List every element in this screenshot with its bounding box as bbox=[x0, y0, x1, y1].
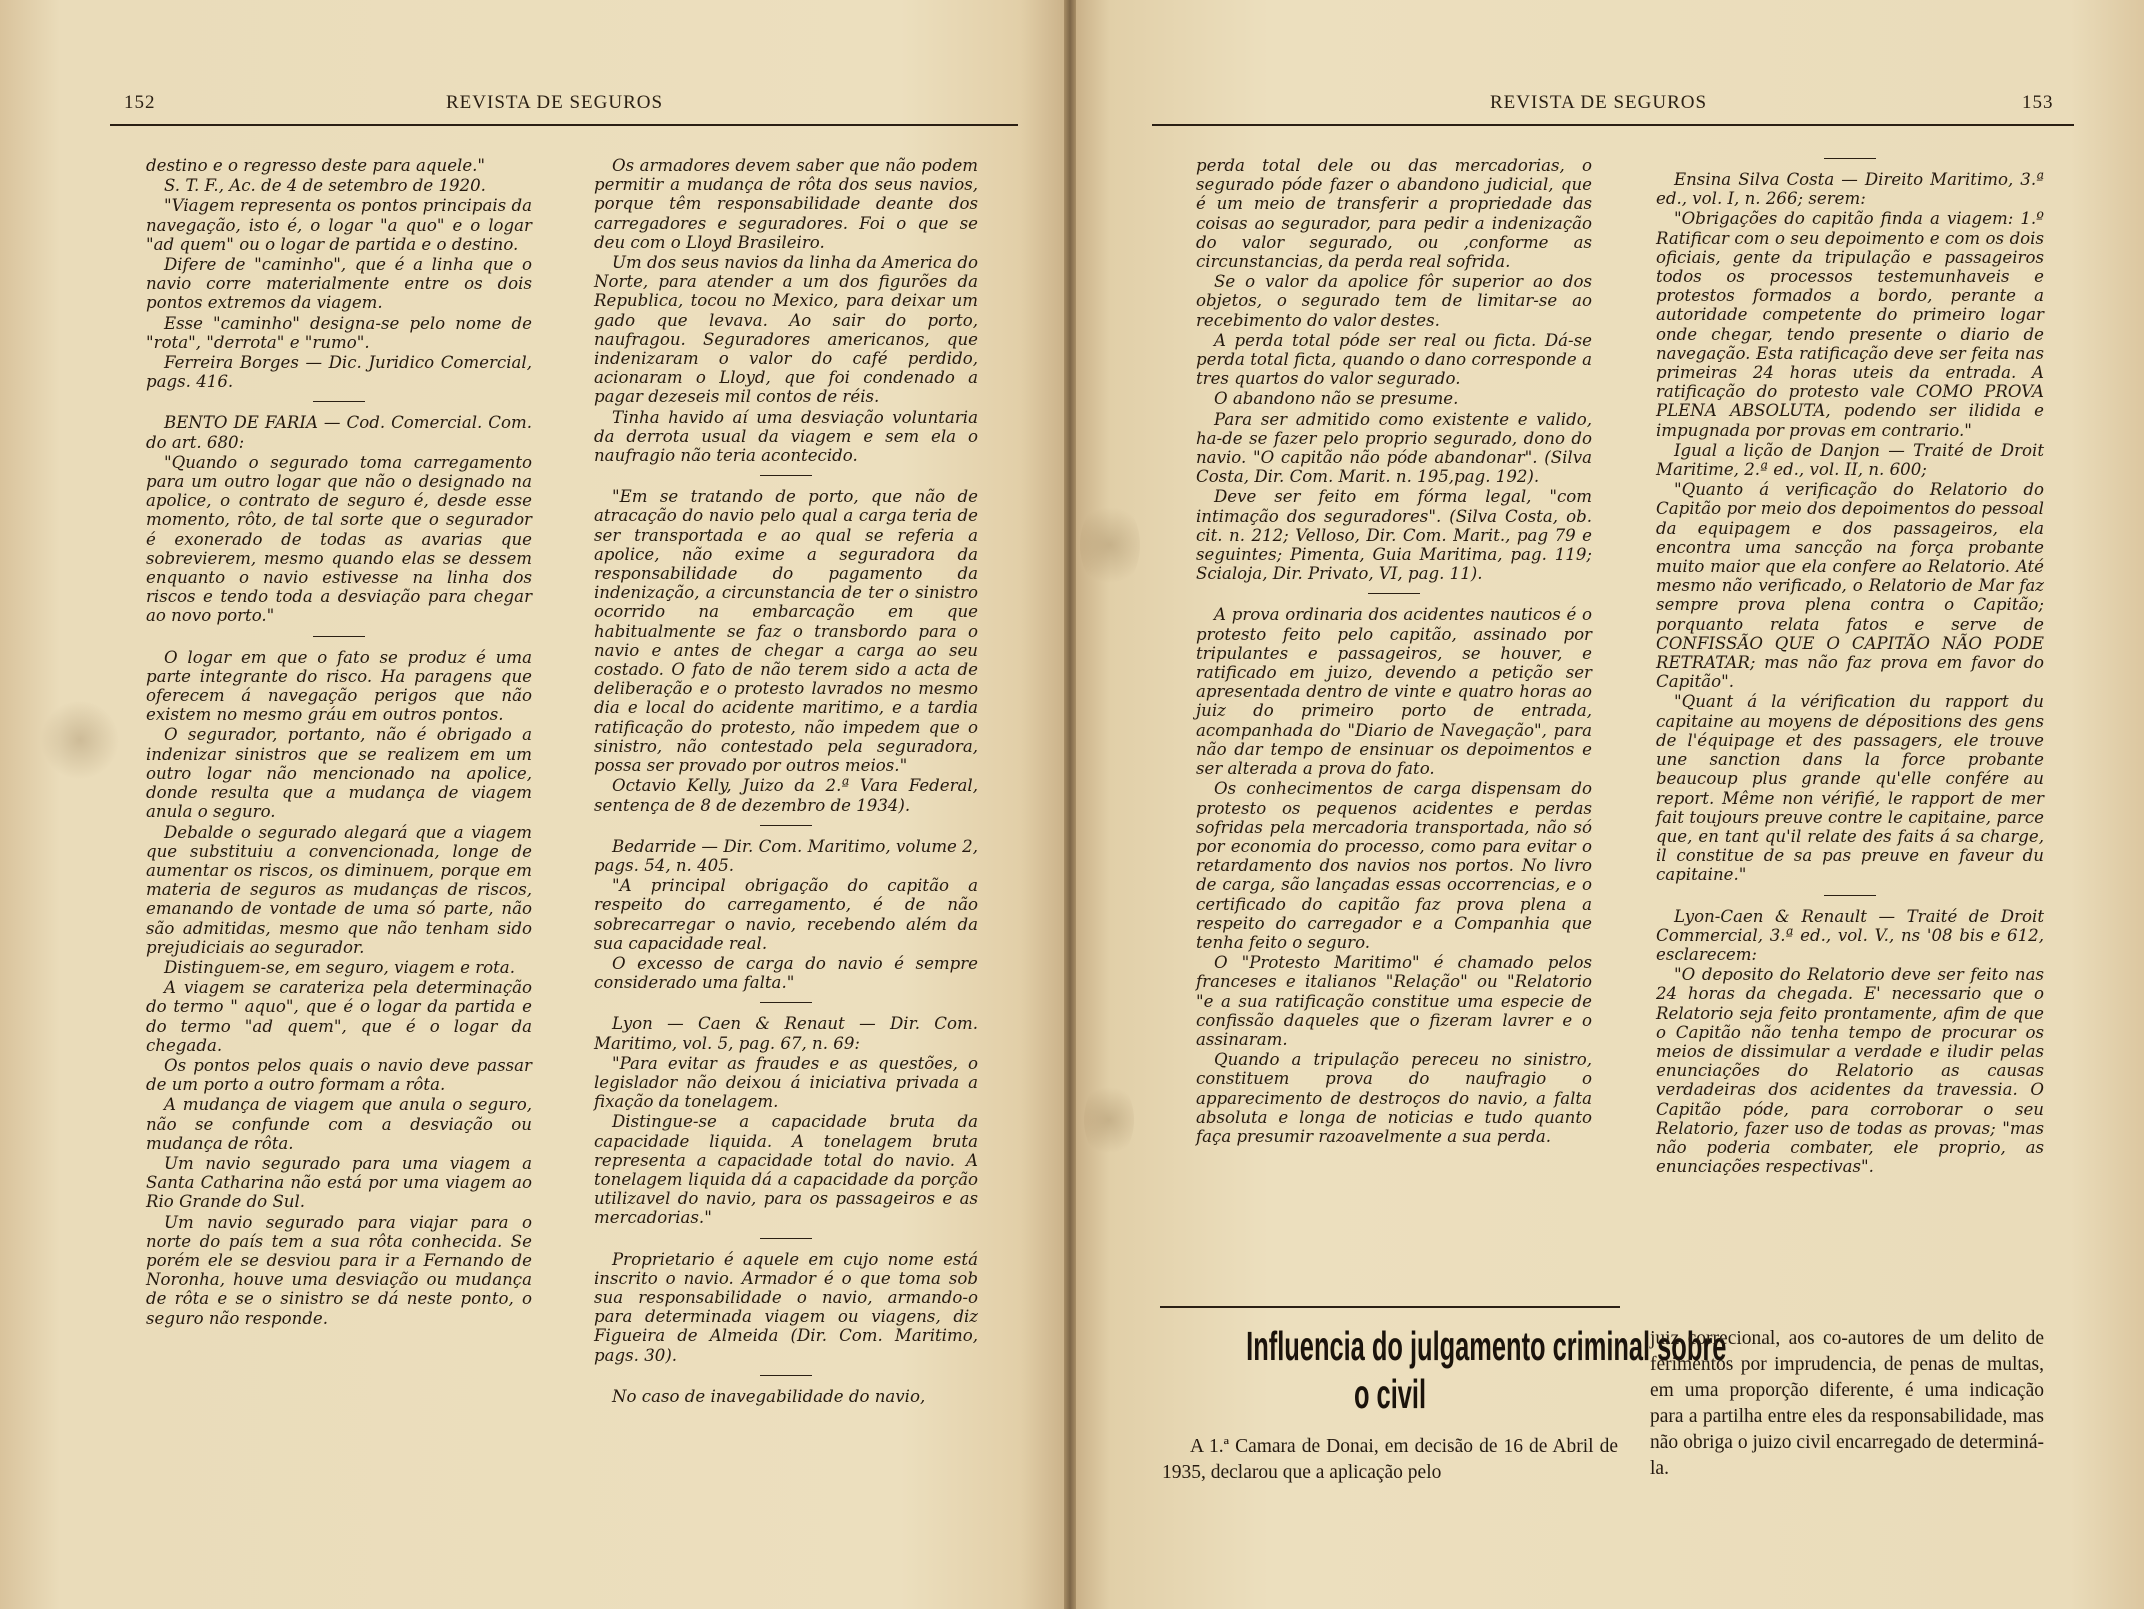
paragraph: Difere de "caminho", que é a linha que o navio corre materialmente entre os dois pontos extremos da viagem. bbox=[146, 255, 532, 313]
citation: S. T. F., Ac. de 4 de setembro de 1920. bbox=[164, 176, 486, 196]
paragraph: Um navio segurado para viajar para o norte do país tem a sua rôta conhecida. Se porém ele se desviou para ir a Fernando de Noronha, houve uma desviação ou mudança de rôta e se o sinistro se dá neste ponto, o seguro não responde. bbox=[146, 1212, 532, 1328]
citation: Lyon — Caen & Renaut — Dir. Com. Maritimo, vol. 5, pag. 67, n. 69: bbox=[594, 1014, 978, 1053]
article-body-col-2: juiz correcional, aos co-autores de um delito de ferimentos por imprudencia, de penas de multas, em uma proporção diferente, é uma indicação para a partilha entre eles da responsabilidade, mas não obriga o juizo civil encarregado de determiná-la. bbox=[1650, 1328, 2044, 1479]
paragraph: O abandono não se presume. bbox=[1214, 389, 1459, 409]
paragraph: Os pontos pelos quais o navio deve passar de um porto a outro formam a rôta. bbox=[146, 1055, 532, 1095]
paragraph: perda total dele ou das mercadorias, o segurado póde fazer o abandono judicial, que é um meio de transferir a propriedade das coisas ao segurador, para pedir a indenização do valor segurado, ou ,conforme as circunstancias, da perda real sofrida. bbox=[1196, 156, 1592, 272]
paragraph: A viagem se carateriza pela determinação do termo " aquo", que é o logar da partida e do termo "ad quem", que é o logar da chegada. bbox=[146, 978, 532, 1055]
quotation: "A principal obrigação do capitão a respeito do carregamento, é de não sobrecarregar o navio, recebendo além da sua capacidade real. bbox=[594, 876, 978, 953]
citation: Ferreira Borges — Dic. Juridico Comercial, pags. 416. bbox=[146, 353, 532, 392]
quotation: "Quant á la vérification du rapport du capitaine au moyens de dépositions des gens de l'équipage et des passagers, ele trouve une sanction dans la force probante beaucoup plus grande qu'elle confére au report. Même non vérifié, le rapport de mer fait toujours preuve contre le capitaine, parce que, en tant qu'il relate des faits á sa charge, il constitue de sa pas preuve en faveur du capitaine." bbox=[1656, 692, 2044, 885]
section-separator bbox=[760, 1002, 812, 1003]
running-head-left: REVISTA DE SEGUROS bbox=[446, 92, 664, 113]
paragraph: Tinha havido aí uma desviação voluntaria da derrota usual da viagem e sem ela o naufragio não teria acontecido. bbox=[594, 407, 978, 466]
article-body-col-1: A 1.ª Camara de Donai, em decisão de 16 de Abril de 1935, declarou que a aplicação pelo bbox=[1162, 1436, 1618, 1483]
paragraph: "Viagem representa os pontos principais da navegação, isto é, o logar "a quo" e o logar "ad quem" ou o logar de partida e o destino. bbox=[146, 196, 532, 254]
paragraph: Esse "caminho" designa-se pelo nome de "rota", "derrota" e "rumo". bbox=[146, 313, 532, 352]
quotation: "O deposito do Relatorio deve ser feito nas 24 horas da chegada. E' necessario que o Relatorio seja feito prontamente, afim de que o Capitão não tenha tempo de procurar os meios de dissimular a verdade e iludir pelas enunciações do Relatorio as causas verdadeiras dos acidentes da travessia. O Capitão póde, para corroborar o seu Relatorio, fazer uso de todas as provas; "mas não poderia combater, ele proprio, as enunciações respectivas". bbox=[1656, 965, 2044, 1177]
paragraph: A perda total póde ser real ou ficta. Dá-se perda total ficta, quando o dano corresponde a tres quartos do valor segurado. bbox=[1196, 330, 1592, 389]
article-title-line-2: o civil bbox=[1353, 1371, 1427, 1417]
citation: BENTO DE FARIA — Cod. Comercial. Com. do art. 680: bbox=[146, 413, 532, 452]
left-column-2 bbox=[594, 156, 978, 1407]
paragraph: Um dos seus navios da linha da America do Norte, para atender a um dos figurões da Republica, tocou no Mexico, para deixar um gado que levava. Ao sair do porto, naufragou. Seguradores americanos, que indenizaram o valor do café perdido, acionaram o Lloyd, que foi condenado a pagar dezeseis mil contos de réis. bbox=[594, 253, 978, 407]
section-separator bbox=[1824, 158, 1876, 159]
paragraph: Para ser admitido como existente e valido, ha-de se fazer pelo proprio segurado, dono do navio. "O capitão não póde abandonar". (Silva Costa, Dir. Com. Marit. n. 195,pag. 192). bbox=[1196, 409, 1592, 487]
section-separator bbox=[313, 401, 365, 402]
paragraph: Quando a tripulação pereceu no sinistro, constituem prova do naufragio o apparecimento de destroços do navio, a falta absoluta e longa de noticias e tudo quanto faça presumir razoavelmente a sua perda. bbox=[1196, 1050, 1592, 1146]
citation: Ensina Silva Costa — Direito Maritimo, 3.ª ed., vol. I, n. 266; serem: bbox=[1656, 170, 2044, 209]
section-separator bbox=[760, 1238, 812, 1239]
running-head-right: REVISTA DE SEGUROS bbox=[1490, 92, 1708, 113]
page-number-left: 152 bbox=[124, 92, 156, 113]
right-column-1 bbox=[1196, 156, 1592, 1147]
citation: Igual a lição de Danjon — Traité de Droit Maritime, 2.ª ed., vol. II, n. 600; bbox=[1656, 440, 2044, 480]
paper-stain bbox=[40, 700, 120, 780]
quotation: "Em se tratando de porto, que não de atracação do navio pelo qual a carga teria de ser transportada e ao qual se referia a apolice, não exime a seguradora da responsabilidade do pagamento da indenização, a circunstancia de ter o sinistro ocorrido na embarcação em que habitualmente se faz o transbordo para o navio e antes de chegar a carga ao seu costado. O fato de não terem sido a acta de deliberação e o protesto lavrados no mesmo dia e local do acidente maritimo, e a tardia ratificação do protesto, não impedem que o sinistro, não contestado pela seguradora, possa ser provado por outros meios." bbox=[594, 487, 978, 776]
article-title bbox=[1246, 1322, 1727, 1418]
paragraph: Os armadores devem saber que não podem permitir a mudança de rôta dos seus navios, porque têm responsabilidade deante dos carregadores e seguradores. Foi o que se deu com o Lloyd Brasileiro. bbox=[594, 156, 978, 252]
quotation: "Quanto á verificação do Relatorio do Capitão por meio dos depoimentos do pessoal da equipagem e dos passageiros, ela encontra uma sancção na força probante muito maior que ela confere ao Relatorio. Até mesmo não verificado, o Relatorio de Mar faz sempre prova plena contra o Capitão; porquanto relata fatos e serve de CONFISSÃO QUE O CAPITÃO NÃO PODE RETRATAR; mas não faz prova em favor do Capitão". bbox=[1656, 480, 2044, 692]
quotation: "Para evitar as fraudes e as questões, o legislador não deixou á iniciativa privada a fixação da tonelagem. bbox=[594, 1053, 978, 1112]
citation: Bedarride — Dir. Com. Maritimo, volume 2, pags. 54, n. 405. bbox=[594, 836, 978, 875]
paragraph: Deve ser feito em fórma legal, "com intimação dos seguradores". (Silva Costa, ob. cit. n. 212; Velloso, Dir. Com. Marit., pag 79 e seguintes; Pimenta, Guia Maritima, pag. 119; Scialoja, Dir. Privato, VI, pag. 11). bbox=[1196, 487, 1592, 584]
book-gutter bbox=[1064, 0, 1076, 1609]
paragraph: A prova ordinaria dos acidentes nauticos é o protesto feito pelo capitão, assinado por tripulantes e passageiros, se houver, e ratificado em juizo, devendo a petição ser apresentada dentro de vinte e quatro horas ao juiz do primeiro porto de entrada, acompanhada do "Diario de Navegação", para não dar tempo de ensinuar os depoimentos e ser alterada a prova do fato. bbox=[1196, 605, 1592, 779]
quotation: O excesso de carga do navio é sempre considerado uma falta." bbox=[594, 953, 978, 993]
page-number-right: 153 bbox=[2022, 92, 2054, 113]
paragraph: Os conhecimentos de carga dispensam do protesto os pequenos acidentes e perdas sofridas pela mercadoria transportada, não só por economia do processo, como para evitar o retardamento dos navios nos portos. No livro de carga, são lançadas essas occorrencias, e o certificado do capitão faz prova plena a respeito do carregador e a Companhia que tenha feito o seguro. bbox=[1196, 779, 1592, 952]
section-separator bbox=[760, 825, 812, 826]
section-separator bbox=[313, 636, 365, 637]
header-rule-right bbox=[1152, 124, 2074, 126]
section-separator bbox=[1824, 895, 1876, 896]
paragraph: Proprietario é aquele em cujo nome está inscrito o navio. Armador é o que toma sob sua responsabilidade o navio, armando-o para determinada viagem ou viagens, diz Figueira de Almeida (Dir. Com. Maritimo, pags. 30). bbox=[594, 1249, 978, 1365]
paragraph: Se o valor da apolice fôr superior ao dos objetos, o segurado tem de limitar-se ao recebimento do valor destes. bbox=[1196, 272, 1592, 330]
paragraph: O "Protesto Maritimo" é chamado pelos franceses e italianos "Relação" ou "Relatorio "e a sua ratificação constitue uma especie de confissão daqueles que o fizeram lavrer e o assinaram. bbox=[1196, 953, 1592, 1049]
paper-stain bbox=[1084, 1080, 1134, 1160]
section-separator bbox=[760, 1375, 812, 1376]
paragraph: Debalde o segurado alegará que a viagem que substituiu a convencionada, longe de aumentar os riscos, os diminuem, porque em materia de seguros as mudanças de riscos, emanando de vontade de uma só parte, não são admitidas, mesmo que não tenham sido prejudiciais ao segurador. bbox=[146, 822, 532, 957]
paragraph: Distinguem-se, em seguro, viagem e rota. bbox=[164, 957, 515, 977]
paragraph: O segurador, portanto, não é obrigado a indenizar sinistros que se realizem em um outro logar não mencionado na apolice, donde resulta que a mudança de viagem anula o seguro. bbox=[146, 725, 532, 822]
paragraph: Um navio segurado para uma viagem a Santa Catharina não está por uma viagem ao Rio Grande do Sul. bbox=[146, 1153, 532, 1212]
section-separator bbox=[1368, 593, 1420, 594]
paragraph: O logar em que o fato se produz é uma parte integrante do risco. Ha paragens que oferecem á navegação perigos que não existem no mesmo gráu em outros pontos. bbox=[146, 647, 532, 725]
paragraph: A mudança de viagem que anula o seguro, não se confunde com a desviação ou mudança de rôta. bbox=[146, 1095, 532, 1153]
section-separator bbox=[760, 475, 812, 476]
paper-stain bbox=[1080, 500, 1140, 590]
paragraph: destino e o regresso deste para aquele." bbox=[146, 156, 486, 175]
right-column-2 bbox=[1656, 156, 2044, 1177]
header-rule-left bbox=[110, 124, 1018, 126]
quotation: "Obrigações do capitão finda a viagem: 1.º Ratificar com o seu depoimento e com os dois oficiais, gente da tripulação e passageiros todos os processos testemunhaveis e protestos formados a bordo, perante a autoridade competente do primeiro logar onde chegar, tendo presente o diario de navegação. Esta ratificação deve ser feita nas primeiras 24 horas uteis da entrada. A ratificação do protesto vale COMO PROVA PLENA ABSOLUTA, podendo ser ilidida e impugnada por provas em contrario." bbox=[1656, 209, 2044, 440]
article-title-line-1: Influencia do julgamento criminal sobre bbox=[1246, 1323, 1727, 1369]
quotation: Distingue-se a capacidade bruta da capacidade liquida. A tonelagem bruta representa a capacidade total do navio. A tonelagem liquida dá a capacidade da porção utilizavel do navio, para os passageiros e as mercadorias." bbox=[594, 1112, 978, 1228]
article-top-rule bbox=[1160, 1306, 1620, 1308]
paragraph: No caso de inavegabilidade do navio, bbox=[612, 1386, 926, 1406]
citation: Octavio Kelly, Juizo da 2.ª Vara Federal, sentença de 8 de dezembro de 1934). bbox=[594, 776, 978, 815]
quotation: "Quando o segurado toma carregamento para um outro logar que não o designado na apolice, o contrato de seguro é, desde esse momento, rôto, de tal sorte que o segurador é exonerado de todas as avarias que sobrevierem, mesmo quando elas se dessem enquanto o navio estivesse na linha dos riscos e tendo toda a desviação para chegar ao novo porto." bbox=[146, 452, 532, 626]
citation: Lyon-Caen & Renault — Traité de Droit Commercial, 3.ª ed., vol. V., ns '08 bis e 612, esclarecem: bbox=[1656, 906, 2044, 964]
left-column-1 bbox=[146, 156, 532, 1329]
